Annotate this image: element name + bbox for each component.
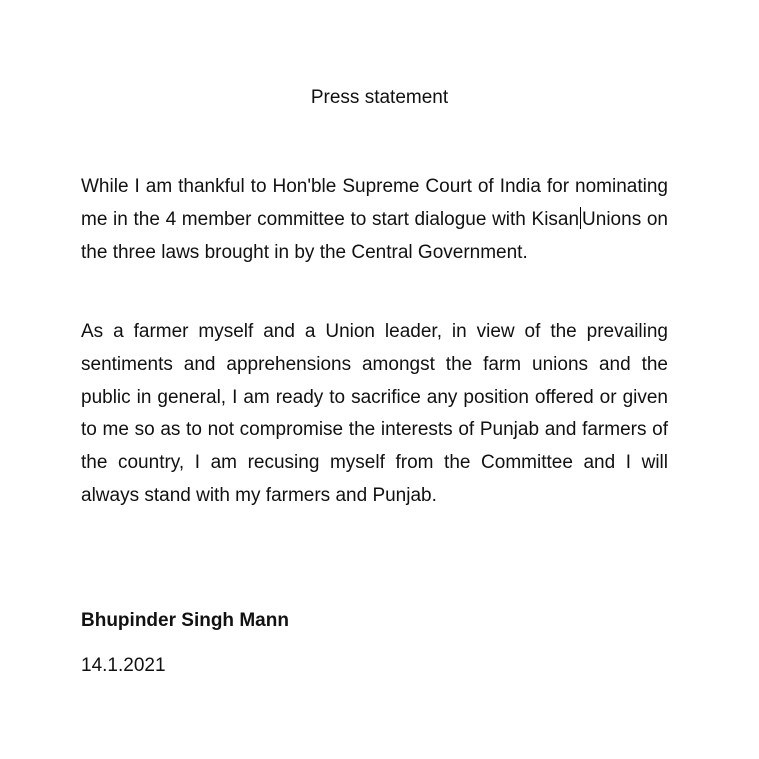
paragraph-recusal: As a farmer myself and a Union leader, in view of the prevailing sentiments and apprehensions amongst the farm unions and the public in general, I am ready to sacrifice any position offered or given to me so as to not compromise the interests of Punjab and farmers of the country, I am recusing myself from the Committee and I will always stand with my farmers and Punjab. [81,321,668,506]
paragraph-thanks-part-b: Unions on the three laws brought in by the Central Government. [81,208,668,263]
text-cursor [580,207,581,229]
statement-date: 14.1.2021 [81,655,166,676]
paragraph-thanks-part-a: While I am thankful to Hon'ble Supreme Court of India for nominating me in the 4 member committee to start dialogue with Kisan [81,176,668,230]
paragraph-thanks [81,171,668,269]
signer-name: Bhupinder Singh Mann [81,610,289,631]
document-title: Press statement [310,87,449,108]
